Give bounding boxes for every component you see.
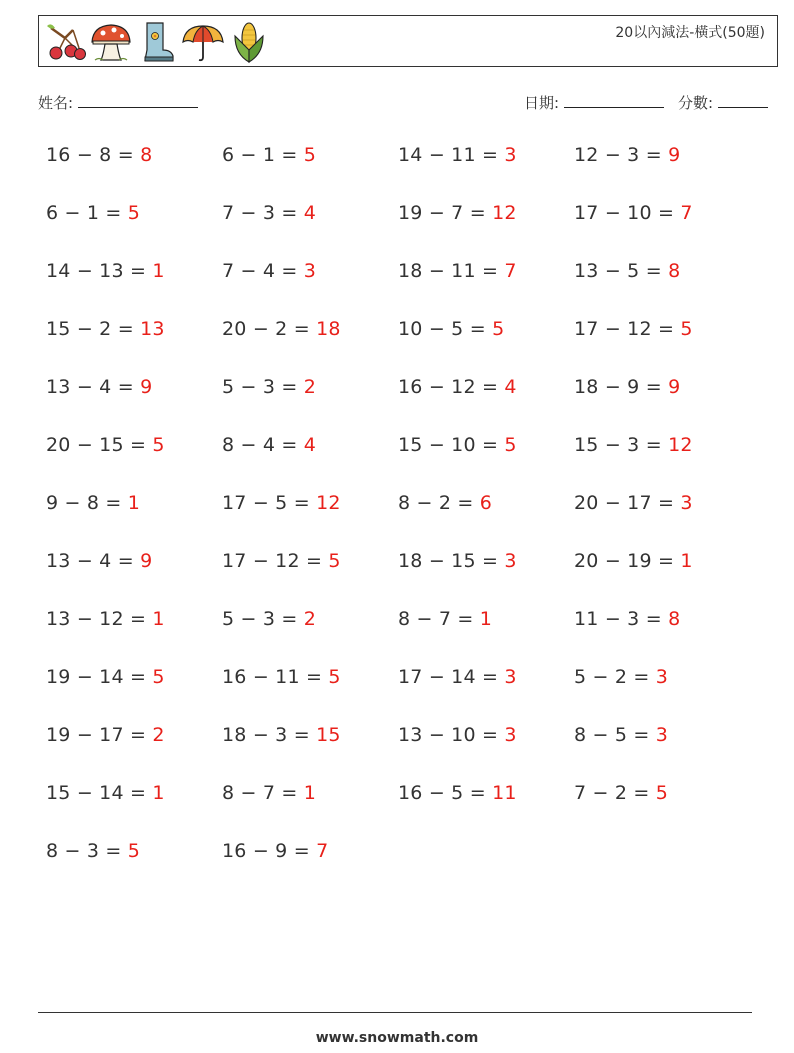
problem-item <box>574 492 693 514</box>
name-field <box>38 92 198 113</box>
problem-item <box>574 318 693 340</box>
problem-answer: 5 <box>492 318 505 340</box>
problem-item <box>46 144 152 166</box>
problem-answer: 9 <box>668 144 681 166</box>
problem-item <box>46 434 165 456</box>
problem-item <box>46 260 165 282</box>
problem-expression: 20 − 17 = <box>574 492 681 514</box>
problem-expression: 9 − 8 = <box>46 492 128 514</box>
problem-item <box>222 840 328 862</box>
date-blank[interactable] <box>564 93 664 108</box>
problem-expression: 20 − 15 = <box>46 434 153 456</box>
problem-item <box>398 260 517 282</box>
problem-expression: 5 − 3 = <box>222 608 304 630</box>
problem-item <box>222 434 316 456</box>
header-icons <box>43 18 271 66</box>
problem-expression: 15 − 2 = <box>46 318 141 340</box>
problem-item <box>46 550 152 572</box>
problem-expression: 11 − 3 = <box>574 608 669 630</box>
problem-item <box>398 492 492 514</box>
problem-item <box>46 608 165 630</box>
problem-expression: 13 − 4 = <box>46 376 141 398</box>
problem-answer: 5 <box>328 666 341 688</box>
problem-item <box>574 724 668 746</box>
problem-item <box>398 144 517 166</box>
problem-expression: 6 − 1 = <box>46 202 128 224</box>
problem-answer: 3 <box>303 260 317 282</box>
problem-expression: 20 − 19 = <box>574 550 681 572</box>
umbrella-icon <box>181 20 225 64</box>
problem-answer: 5 <box>504 434 517 456</box>
problem-item <box>574 666 668 688</box>
problem-item <box>222 260 316 282</box>
problem-item <box>46 840 140 862</box>
problem-item <box>222 144 316 166</box>
problem-item <box>574 550 693 572</box>
name-blank[interactable] <box>78 93 198 108</box>
problem-expression: 16 − 5 = <box>398 782 493 804</box>
problem-item <box>398 724 517 746</box>
problem-expression: 8 − 3 = <box>46 840 128 862</box>
problem-answer: 4 <box>303 434 317 456</box>
score-field <box>678 92 768 113</box>
problem-item <box>574 434 693 456</box>
problem-answer: 2 <box>303 376 317 398</box>
problem-expression: 8 − 5 = <box>574 724 656 746</box>
problem-answer: 1 <box>303 782 317 804</box>
problem-expression: 8 − 7 = <box>222 782 304 804</box>
problem-answer: 7 <box>680 202 693 224</box>
problem-item <box>574 376 680 398</box>
problem-answer: 7 <box>504 260 517 282</box>
problem-answer: 6 <box>479 492 493 514</box>
problem-answer: 2 <box>152 724 165 746</box>
problem-item <box>574 608 680 630</box>
problem-answer: 5 <box>152 666 165 688</box>
problem-item <box>398 434 517 456</box>
problem-expression: 16 − 9 = <box>222 840 317 862</box>
problem-expression: 18 − 15 = <box>398 550 505 572</box>
problem-answer: 1 <box>680 550 693 572</box>
problem-item <box>398 202 517 224</box>
problem-expression: 17 − 12 = <box>222 550 329 572</box>
problem-answer: 3 <box>504 724 517 746</box>
score-blank[interactable] <box>718 93 768 108</box>
problem-item <box>398 666 517 688</box>
name-label: 姓名: <box>38 94 74 112</box>
problem-answer: 12 <box>492 202 517 224</box>
problem-answer: 11 <box>492 782 517 804</box>
problem-expression: 18 − 3 = <box>222 724 317 746</box>
mushroom-icon <box>89 20 133 64</box>
problem-answer: 5 <box>303 144 317 166</box>
problem-expression: 5 − 2 = <box>574 666 656 688</box>
problem-expression: 19 − 17 = <box>46 724 153 746</box>
problem-answer: 5 <box>680 318 693 340</box>
problem-item <box>398 376 517 398</box>
problem-answer: 12 <box>668 434 693 456</box>
problem-expression: 8 − 2 = <box>398 492 480 514</box>
problem-answer: 8 <box>140 144 153 166</box>
problem-expression: 6 − 1 = <box>222 144 304 166</box>
problem-answer: 4 <box>504 376 517 398</box>
problem-expression: 17 − 10 = <box>574 202 681 224</box>
problem-expression: 18 − 11 = <box>398 260 505 282</box>
problem-item <box>574 260 680 282</box>
problem-answer: 1 <box>152 782 165 804</box>
problem-item <box>398 318 504 340</box>
problem-item <box>46 724 165 746</box>
problem-item <box>574 144 680 166</box>
problem-expression: 16 − 12 = <box>398 376 505 398</box>
problem-item <box>398 608 492 630</box>
problem-answer: 2 <box>303 608 317 630</box>
problem-answer: 5 <box>127 202 141 224</box>
problem-item <box>46 318 165 340</box>
problem-item <box>222 608 316 630</box>
problem-expression: 12 − 3 = <box>574 144 669 166</box>
rain-boot-icon <box>135 20 179 64</box>
problem-answer: 5 <box>127 840 141 862</box>
problem-answer: 7 <box>316 840 329 862</box>
problem-answer: 1 <box>152 608 165 630</box>
problem-expression: 15 − 10 = <box>398 434 505 456</box>
problem-answer: 1 <box>479 608 493 630</box>
problem-item <box>398 782 517 804</box>
footer-divider <box>38 1012 752 1013</box>
problem-expression: 8 − 4 = <box>222 434 304 456</box>
problem-item <box>222 318 341 340</box>
problem-answer: 3 <box>504 144 517 166</box>
problem-expression: 13 − 10 = <box>398 724 505 746</box>
problem-item <box>222 724 341 746</box>
problem-item <box>574 202 693 224</box>
score-label: 分數: <box>678 94 714 112</box>
problem-item <box>222 376 316 398</box>
problem-answer: 3 <box>680 492 693 514</box>
cherries-icon <box>43 20 87 64</box>
problem-expression: 16 − 11 = <box>222 666 329 688</box>
problem-item <box>46 202 140 224</box>
problem-answer: 15 <box>316 724 341 746</box>
problem-expression: 13 − 5 = <box>574 260 669 282</box>
problem-answer: 5 <box>152 434 165 456</box>
problem-answer: 9 <box>140 550 153 572</box>
problem-answer: 8 <box>668 260 681 282</box>
worksheet-header <box>38 15 778 67</box>
problem-answer: 1 <box>127 492 141 514</box>
problem-expression: 19 − 7 = <box>398 202 493 224</box>
problem-answer: 5 <box>655 782 669 804</box>
problem-answer: 3 <box>504 666 517 688</box>
problem-item <box>46 782 165 804</box>
problem-expression: 16 − 8 = <box>46 144 141 166</box>
worksheet-title: 20以內減法-橫式(50題) <box>615 25 765 41</box>
problem-item <box>222 550 341 572</box>
problem-answer: 8 <box>668 608 681 630</box>
problem-expression: 13 − 12 = <box>46 608 153 630</box>
problem-expression: 5 − 3 = <box>222 376 304 398</box>
problem-expression: 14 − 11 = <box>398 144 505 166</box>
footer-url: www.snowmath.com <box>315 1030 479 1046</box>
problem-answer: 5 <box>328 550 341 572</box>
problem-expression: 7 − 2 = <box>574 782 656 804</box>
problem-answer: 18 <box>316 318 341 340</box>
problem-item <box>222 202 316 224</box>
problem-item <box>222 492 341 514</box>
date-field <box>524 92 664 113</box>
problem-expression: 7 − 4 = <box>222 260 304 282</box>
problem-expression: 17 − 12 = <box>574 318 681 340</box>
problem-item <box>222 666 341 688</box>
corn-icon <box>227 20 271 64</box>
problem-expression: 13 − 4 = <box>46 550 141 572</box>
problem-answer: 4 <box>303 202 317 224</box>
problem-answer: 1 <box>152 260 165 282</box>
problem-answer: 3 <box>655 666 669 688</box>
problem-expression: 7 − 3 = <box>222 202 304 224</box>
problem-item <box>222 782 316 804</box>
problem-answer: 9 <box>668 376 681 398</box>
problem-item <box>46 376 152 398</box>
problem-answer: 3 <box>655 724 669 746</box>
problem-expression: 14 − 13 = <box>46 260 153 282</box>
problem-expression: 19 − 14 = <box>46 666 153 688</box>
date-label: 日期: <box>524 94 560 112</box>
problem-item <box>398 550 517 572</box>
problem-expression: 10 − 5 = <box>398 318 493 340</box>
problem-expression: 15 − 14 = <box>46 782 153 804</box>
problem-expression: 18 − 9 = <box>574 376 669 398</box>
problem-expression: 15 − 3 = <box>574 434 669 456</box>
problem-expression: 20 − 2 = <box>222 318 317 340</box>
problem-item <box>46 492 140 514</box>
problem-expression: 17 − 5 = <box>222 492 317 514</box>
problem-answer: 13 <box>140 318 165 340</box>
problem-answer: 12 <box>316 492 341 514</box>
problem-answer: 9 <box>140 376 153 398</box>
problem-expression: 17 − 14 = <box>398 666 505 688</box>
problem-answer: 3 <box>504 550 517 572</box>
problem-expression: 8 − 7 = <box>398 608 480 630</box>
problem-item <box>46 666 165 688</box>
problem-item <box>574 782 668 804</box>
